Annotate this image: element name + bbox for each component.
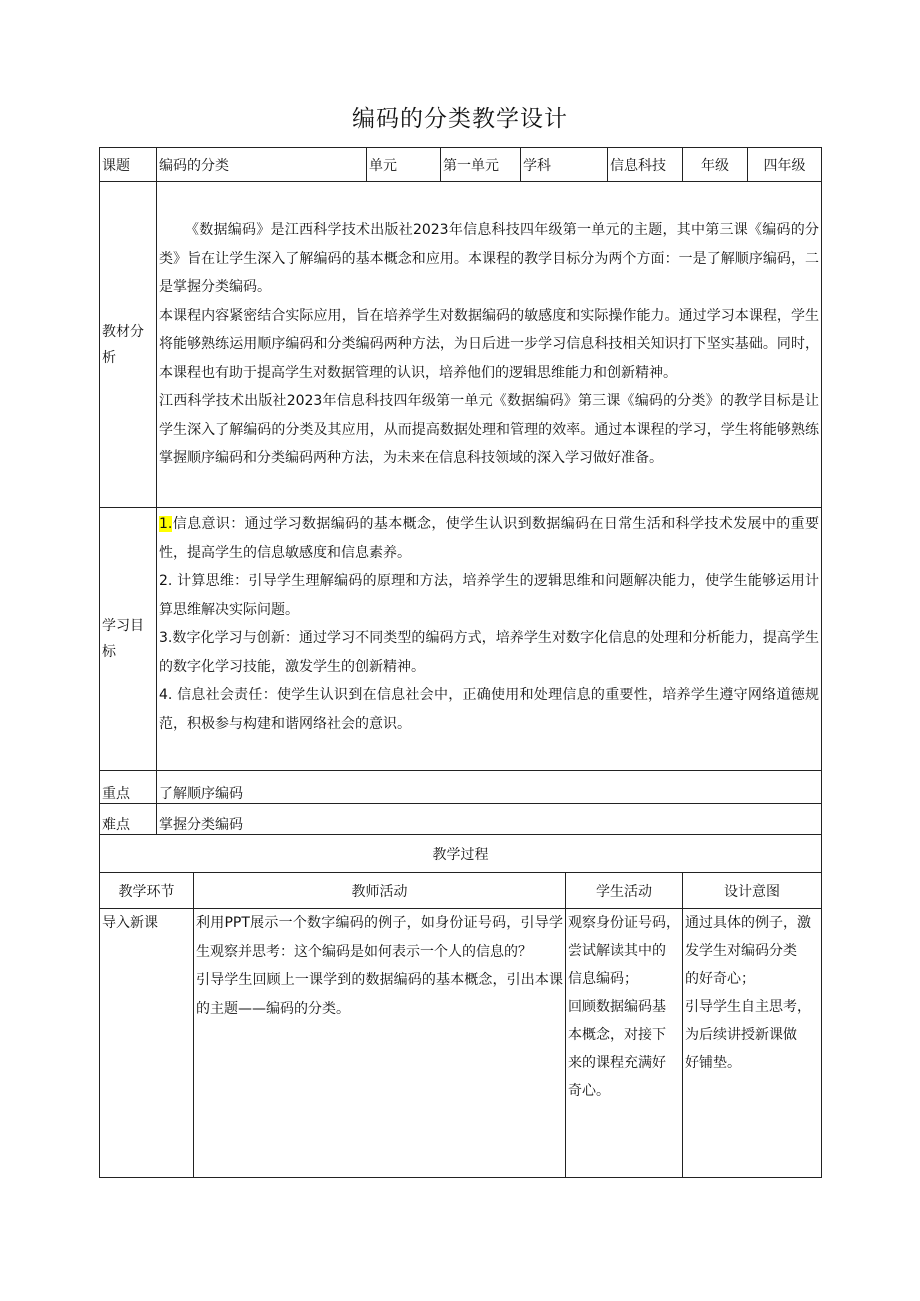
grade-value: 四年级 [748,148,822,182]
design-intent-line: 引导学生自主思考， [685,999,811,1015]
key-point-value: 了解顺序编码 [157,771,822,804]
teacher-activity-paragraph: 引导学生回顾上一课学到的数据编码的基本概念，引出本课的主题——编码的分类。 [196,972,563,1017]
objective-text: 信息意识：通过学习数据编码的基本概念，使学生认识到数据编码在日常生活和科学技术发展中的重要性，提高学生的信息敏感度和信息素养。 [159,516,819,561]
student-activity-line: 奇心。 [568,1083,610,1099]
objectives-row [100,508,822,771]
analysis-label: 教材分析 [100,182,157,508]
analysis-paragraph: 江西科学技术出版社2023年信息科技四年级第一单元《数据编码》第三课《编码的分类》的教学目标是让学生深入了解编码的分类及其应用，从而提高数据处理和管理的效率。通过本课程的学习，学生将能够熟练掌握顺序编码和分类编码两种方法，为未来在信息科技领域的深入学习做好准备。 [159,393,819,467]
design-intent-cell [683,909,822,1178]
objective-item [159,510,819,567]
objective-item [159,624,819,681]
objectives-label: 学习目标 [100,508,157,771]
student-activity-line: 尝试解读其中的 [568,943,666,959]
student-activity-line: 来的课程充满好 [568,1055,666,1071]
objective-item [159,681,819,738]
process-header-row [100,873,822,909]
document-title: 编码的分类教学设计 [352,106,568,132]
objective-number: 3. [159,630,173,646]
process-row [100,909,822,1178]
design-intent-line: 发学生对编码分类 [685,943,797,959]
objective-number: 2. [159,573,173,589]
student-activity-line: 信息编码； [568,971,638,987]
process-title: 教学过程 [100,835,822,873]
teacher-activity-paragraph: 利用PPT展示一个数字编码的例子，如身份证号码，引导学生观察并思考：这个编码是如何表示一个人的信息的？ [196,915,563,960]
unit-label: 单元 [367,148,441,182]
grade-label: 年级 [683,148,748,182]
objective-number: 1. [159,516,173,532]
objective-text: 计算思维：引导学生理解编码的原理和方法，培养学生的逻辑思维和问题解决能力，使学生能够运用计算思维解决实际问题。 [159,573,819,618]
difficulty-label: 难点 [100,804,157,835]
key-point-label: 重点 [100,771,157,804]
process-title-row [100,835,822,873]
lesson-plan-table [99,147,822,1178]
analysis-paragraph: 《数据编码》是江西科学技术出版社2023年信息科技四年级第一单元的主题，其中第三课《编码的分类》旨在让学生深入了解编码的基本概念和应用。本课程的教学目标分为两个方面：一是了解顺序编码，二是掌握分类编码。 [159,222,819,296]
column-header-stage: 教学环节 [100,873,194,909]
design-intent-line: 通过具体的例子，激 [685,915,811,931]
objective-number: 4. [159,687,173,703]
column-header-student: 学生活动 [566,873,683,909]
header-row [100,148,822,182]
column-header-teacher: 教师活动 [194,873,566,909]
difficulty-row [100,804,822,835]
difficulty-value: 掌握分类编码 [157,804,822,835]
unit-value: 第一单元 [441,148,521,182]
topic-value: 编码的分类 [157,148,367,182]
teacher-activity-cell [194,909,566,1178]
objective-item [159,567,819,624]
design-intent-line: 的好奇心； [685,971,755,987]
column-header-intent: 设计意图 [683,873,822,909]
student-activity-cell [566,909,683,1178]
student-activity-line: 回顾数据编码基 [568,999,666,1015]
design-intent-line: 为后续讲授新课做 [685,1027,797,1043]
analysis-paragraph: 本课程内容紧密结合实际应用，旨在培养学生对数据编码的敏感度和实际操作能力。通过学习本课程，学生将能够熟练运用顺序编码和分类编码两种方法，为日后进一步学习信息科技相关知识打下坚实基础。同时，本课程也有助于提高学生对数据管理的认识，培养他们的逻辑思维能力和创新精神。 [159,307,819,381]
design-intent-line: 好铺垫。 [685,1055,741,1071]
topic-label: 课题 [100,148,157,182]
student-activity-line: 观察身份证号码， [568,915,680,931]
subject-label: 学科 [521,148,608,182]
student-activity-line: 本概念，对接下 [568,1027,666,1043]
objective-text: 数字化学习与创新：通过学习不同类型的编码方式，培养学生对数字化信息的处理和分析能力，提高学生的数字化学习技能，激发学生的创新精神。 [159,630,819,675]
objective-text: 信息社会责任：使学生认识到在信息社会中，正确使用和处理信息的重要性，培养学生遵守网络道德规范，积极参与构建和谐网络社会的意识。 [159,687,819,732]
analysis-row [100,182,822,508]
key-point-row [100,771,822,804]
objectives-content [157,508,822,771]
stage-cell: 导入新课 [100,909,194,1178]
analysis-content [157,182,822,508]
subject-value: 信息科技 [608,148,683,182]
